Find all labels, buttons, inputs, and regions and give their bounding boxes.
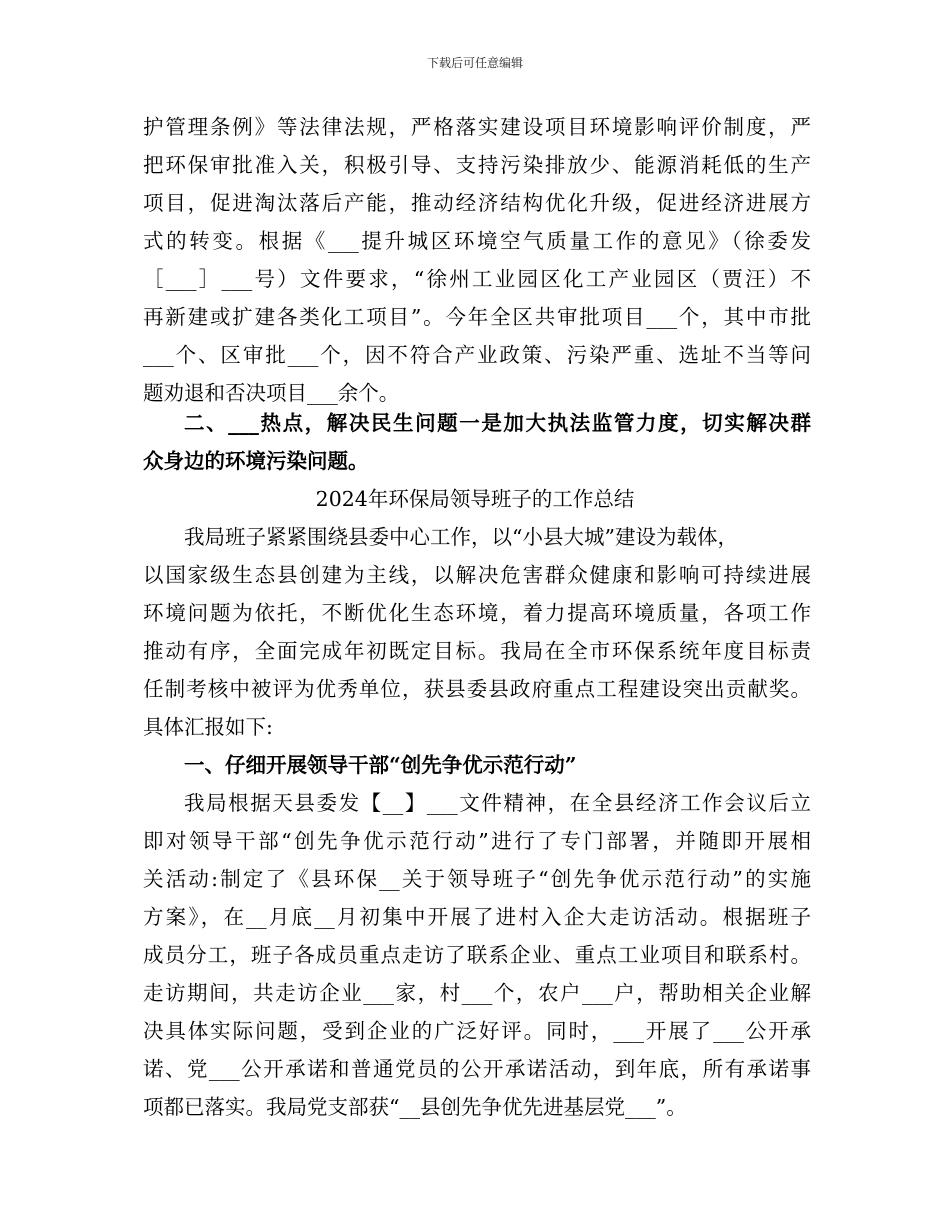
text-line: 我局班子紧紧围绕县委中心工作，以“小县大城”建设为载体，	[184, 525, 738, 549]
text-line: 护管理条例》等法律法规，严格落实建设项目环境影响评价制度，严	[143, 115, 811, 139]
text-line: 推动有序，全面完成年初既定目标。我局在全市环保系统年度目标责	[143, 639, 811, 663]
text-line: 环境问题为依托，不断优化生态环境，着力提高环境质量，各项工作	[143, 601, 811, 625]
page-header-note: 下载后可任意编辑	[426, 56, 523, 70]
text-line: 式的转变。根据《___提升城区环境空气质量工作的意见》（徐委发	[143, 229, 811, 253]
text-line: 关活动:制定了《县环保__关于领导班子“创先争优示范行动”的实施	[143, 867, 811, 891]
text-line: 把环保审批准入关，积极引导、支持污染排放少、能源消耗低的生产	[143, 153, 811, 177]
text-line: 任制考核中被评为优秀单位，获县委县政府重点工程建设突出贡献奖。	[143, 677, 811, 701]
text-line: 项目，促进淘汰落后产能，推动经济结构优化升级，促进经济进展方	[143, 191, 811, 215]
section-heading: 一、仔细开展领导干部“创先争优示范行动”	[184, 753, 577, 777]
text-line: 题劝退和否决项目___余个。	[143, 381, 400, 405]
text-line: 项都已落实。我局党支部获“__县创先争优先进基层党___”。	[143, 1095, 687, 1119]
text-line: 方案》，在__月底__月初集中开展了进村入企大走访活动。根据班子	[143, 905, 811, 929]
text-line: 我局根据天县委发【__】___文件精神，在全县经济工作会议后立	[184, 791, 811, 815]
text-line: 再新建或扩建各类化工项目”。今年全区共审批项目___个，其中市批	[143, 305, 811, 329]
text-line: ［___］___号）文件要求，“徐州工业园区化工产业园区（贾汪）不	[143, 267, 811, 291]
document-title: 2024年环保局领导班子的工作总结	[315, 487, 635, 511]
text-line: 成员分工，班子各成员重点走访了联系企业、重点工业项目和联系村。	[143, 943, 811, 967]
bold-text-line: 二、___热点，解决民生问题一是加大执法监管力度，切实解决群	[184, 411, 811, 435]
text-line: 诺、党___公开承诺和普通党员的公开承诺活动，到年底，所有承诺事	[143, 1057, 811, 1081]
text-line: ___个、区审批___个，因不符合产业政策、污染严重、选址不当等问	[143, 343, 811, 367]
text-line: 走访期间，共走访企业___家，村___个，农户___户，帮助相关企业解	[143, 981, 811, 1005]
text-line: 即对领导干部“创先争优示范行动”进行了专门部署，并随即开展相	[143, 829, 811, 853]
text-line: 以国家级生态县创建为主线，以解决危害群众健康和影响可持续进展	[143, 563, 811, 587]
text-line: 具体汇报如下:	[143, 715, 273, 739]
text-line: 决具体实际问题，受到企业的广泛好评。同时，___开展了___公开承	[143, 1019, 811, 1043]
bold-text-line: 众身边的环境污染问题。	[143, 449, 369, 473]
